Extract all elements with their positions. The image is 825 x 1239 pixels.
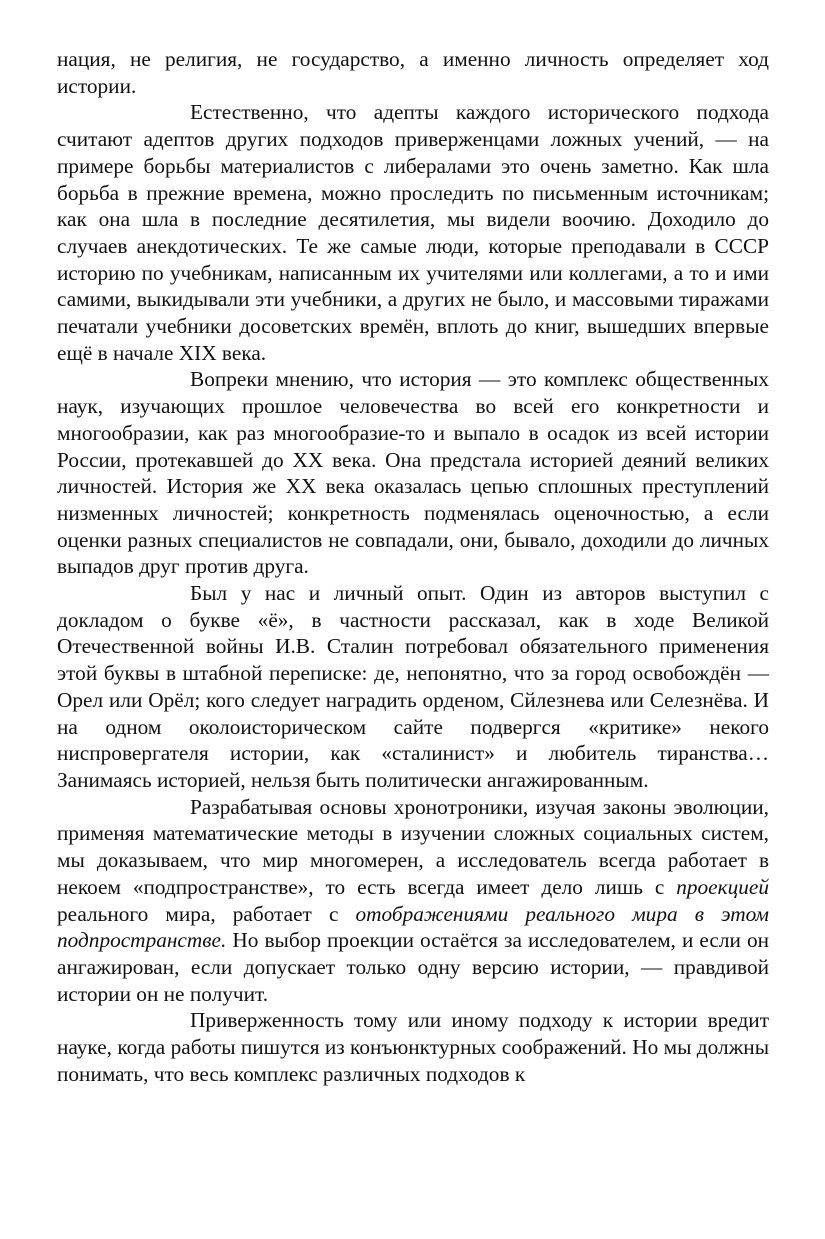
text-run: Но выбор проекции остаётся за исследователем, и если он ангажирован, если допускает только одну версию истории, — правдивой истории он не получит. — [57, 928, 769, 1006]
document-page — [57, 46, 769, 1087]
paragraph-5 — [57, 794, 769, 1008]
italic-text-run: проекцией — [676, 874, 769, 899]
paragraph-2 — [57, 99, 769, 366]
italic-text-run: отображениями реального мира в этом подпространстве. — [57, 901, 770, 953]
text-run: Естественно, что адепты каждого исторического подхода считают адептов других подходов приверженцами ложных учений, — на примере борьбы материалистов с либералами это очень заметно. Как шла борьба в прежние времена, можно проследить по письменным источникам; как она шла в последние десятилетия, мы видели воочию. Доходило до случаев анекдотических. Те же самые люди, которые преподавали в СССР историю по учебникам, написанным их учителями или коллегами, а то и ими самими, выкидывали эти учебники, а других не было, и массовыми тиражами печатали учебники досоветских времён, вплоть до книг, вышедших впервые ещё в начале XIX века. — [57, 100, 769, 365]
text-run: Разрабатывая основы хронотроники, изучая законы эволюции, применяя математические методы в изучении сложных социальных систем, мы доказываем, что мир многомерен, а исследователь всегда работает в некоем «подпространстве», то есть всегда имеет дело лишь с — [57, 794, 769, 899]
text-run: нация, не религия, не государство, а именно личность определяет ход истории. — [57, 47, 769, 98]
text-run: реального мира, работает с — [57, 901, 356, 926]
text-run: Был у нас и личный опыт. Один из авторов выступил с докладом о букве «ё», в частности рассказал, как в ходе Великой Отечественной войны И.В. Сталин потребовал обязательного применения этой буквы в штабной переписке: де, непонятно, что за город освобождён — Орел или Орёл; кого следует наградить орденом, Сйлезнева или Селезнёва. И на одном околоисторическом сайте подвергся «критике» некого ниспровергателя истории, как «сталинист» и любитель тиранства… Занимаясь историей, нельзя быть политически ангажированным. — [57, 581, 769, 792]
paragraph-4 — [57, 580, 769, 794]
paragraph-3 — [57, 366, 769, 580]
text-run: Вопреки мнению, что история — это комплекс общественных наук, изучающих прошлое человечества во всей его конкретности и многообразии, как раз многообразие-то и выпало в осадок из всей истории России, протекавшей до XX века. Она предстала историей деяний великих личностей. История же XX века оказалась цепью сплошных преступлений низменных личностей; конкретность подменялась оценочностью, а если оценки разных специалистов не совпадали, они, бывало, доходили до личных выпадов друг против друга. — [57, 367, 769, 579]
paragraph-1 — [57, 46, 769, 99]
text-run: Приверженность тому или иному подходу к истории вредит науке, когда работы пишутся из конъюнктурных соображений. Но мы должны понимать, что весь комплекс различных подходов к — [57, 1008, 769, 1086]
paragraph-6 — [57, 1007, 769, 1087]
